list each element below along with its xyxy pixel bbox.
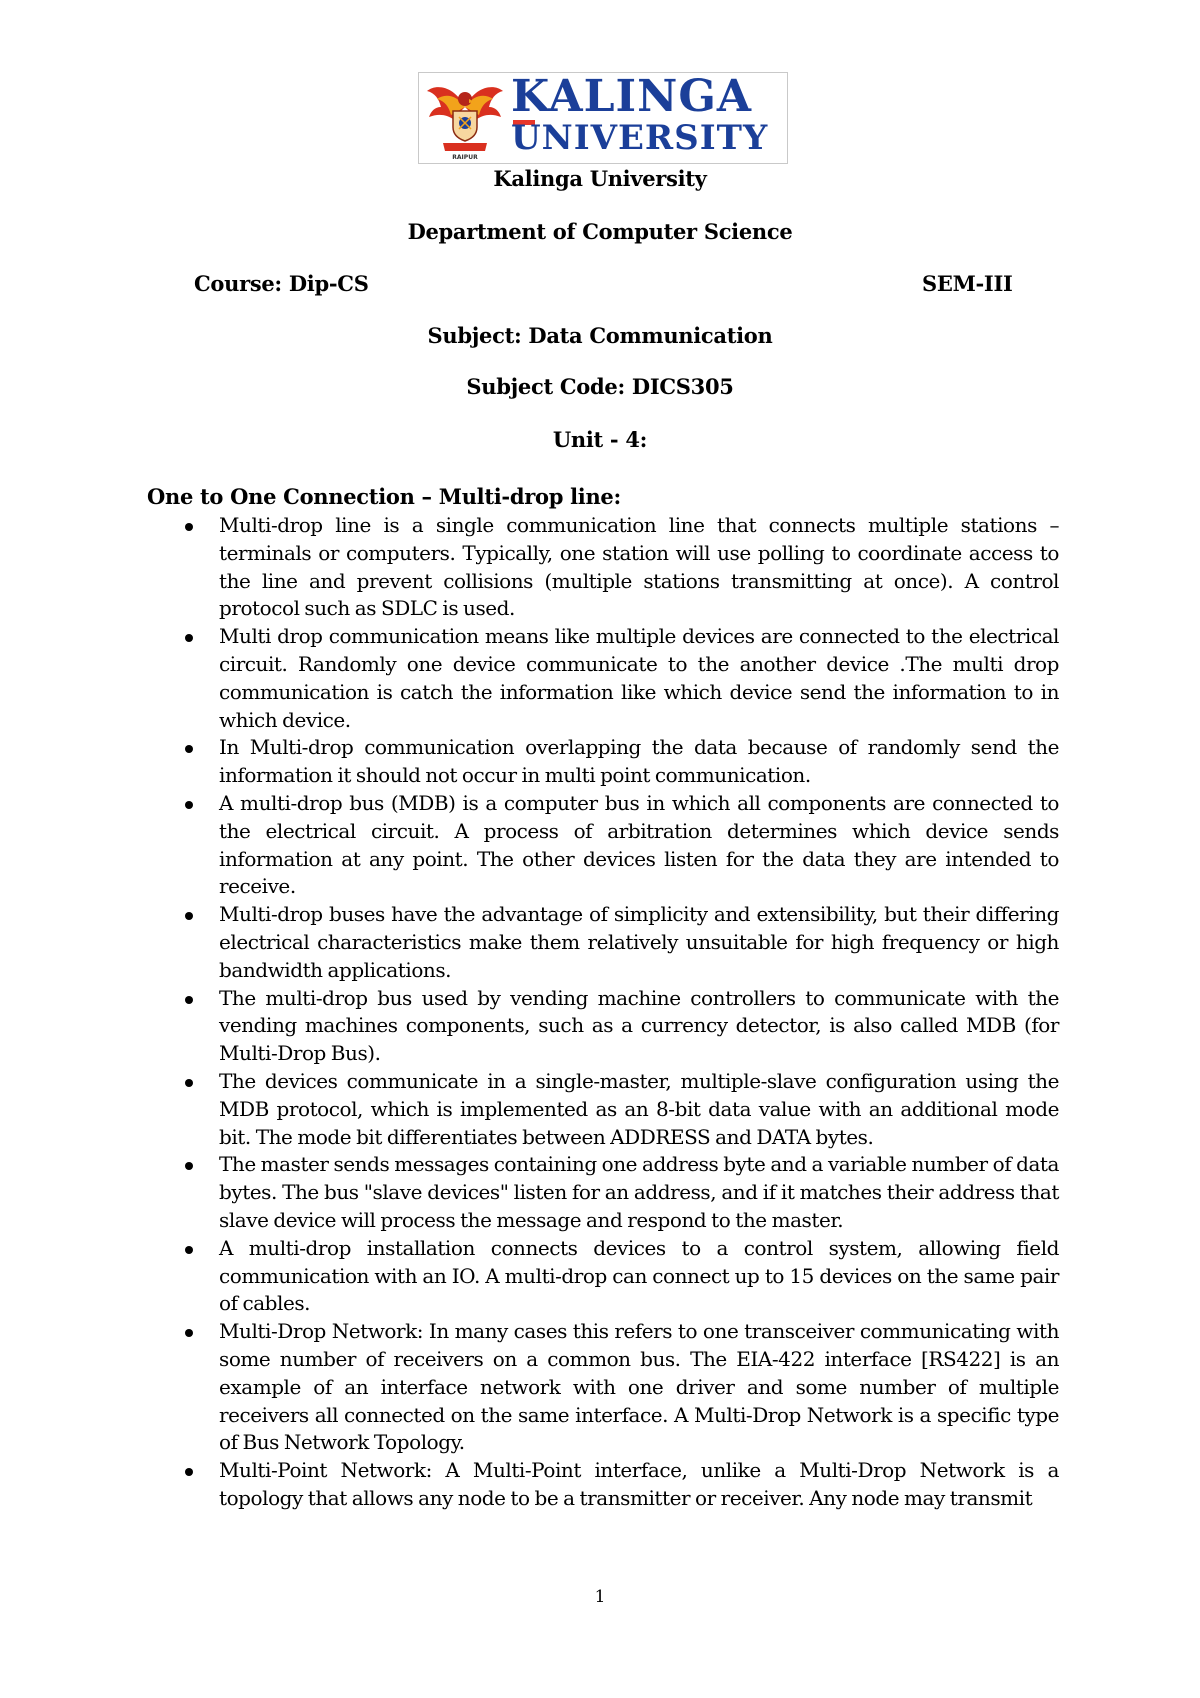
university-logo — [418, 72, 788, 164]
bullet-text: Multi-Point Network: A Multi-Point interface, unlike a Multi-Drop Network is a topology that allows any node to be a transmitter or receiver. Any node may transmit — [219, 1458, 1059, 1510]
list-item — [147, 1457, 1059, 1513]
list-item — [147, 623, 1059, 734]
bullet-icon — [185, 745, 193, 753]
bullet-text: The master sends messages containing one address byte and a variable number of data bytes. The bus "slave devices" listen for an address, and if it matches their address that slave device will process the message and respond to the master. — [219, 1152, 1059, 1232]
bullet-text: Multi-drop buses have the advantage of simplicity and extensibility, but their differing electrical characteristics make them relatively unsuitable for high frequency or high bandwidth applications. — [219, 902, 1059, 982]
list-item — [147, 1235, 1059, 1318]
section-heading: One to One Connection – Multi-drop line: — [147, 484, 621, 509]
bullet-text: The multi-drop bus used by vending machine controllers to communicate with the vending machines components, such as a currency detector, is also called MDB (for Multi-Drop Bus). — [219, 985, 1059, 1066]
bullet-icon — [185, 523, 193, 531]
logo-line-university: UNIVERSITY — [511, 118, 769, 158]
bullet-text: The devices communicate in a single-master, multiple-slave configuration using the MDB protocol, which is implemented as an 8-bit data value with an additional mode bit. The mode bit differentiates between ADDRESS and DATA bytes. — [219, 1068, 1059, 1149]
page-number: 1 — [594, 1587, 606, 1607]
bullet-icon — [185, 801, 193, 809]
bullet-icon — [185, 634, 193, 642]
logo-wordmark — [511, 71, 769, 158]
bullet-icon — [185, 1329, 193, 1337]
list-item — [147, 985, 1059, 1068]
bullet-text: In Multi-drop communication overlapping the data because of randomly send the information it should not occur in multi point communication. — [219, 735, 1059, 788]
bullet-icon — [185, 1468, 193, 1476]
list-item — [147, 734, 1059, 790]
bullet-text: Multi drop communication means like multiple devices are connected to the electrical circuit. Randomly one device communicate to the another device .The multi drop communication is catch the information like which device send the information to in which device. — [219, 624, 1059, 732]
bullet-icon — [185, 996, 193, 1004]
eagle-emblem-icon — [425, 77, 505, 161]
unit-label: Unit - 4: — [552, 427, 648, 452]
bullet-icon — [185, 1162, 193, 1170]
bullet-icon — [185, 1246, 193, 1254]
list-item — [147, 790, 1059, 901]
list-item — [147, 1318, 1059, 1457]
logo-line-kalinga: KALINGA — [511, 71, 753, 122]
emblem-text: RAIPUR — [452, 154, 478, 161]
university-name: Kalinga University — [493, 166, 707, 191]
list-item — [147, 901, 1059, 984]
bullet-text: A multi-drop bus (MDB) is a computer bus in which all components are connected to the electrical circuit. A process of arbitration determines which device sends information at any point. The other devices listen for the data they are intended to receive. — [219, 790, 1059, 899]
list-item — [147, 512, 1059, 623]
bullet-text: Multi-drop line is a single communication line that connects multiple stations – terminals or computers. Typically, one station will use polling to coordinate access to the line and prevent collisions (multiple stations transmitting at once). A control protocol such as SDLC is used. — [219, 513, 1059, 621]
list-item — [147, 1151, 1059, 1234]
course-label: Course: Dip-CS — [194, 271, 369, 296]
list-item — [147, 1068, 1059, 1151]
bullet-icon — [185, 912, 193, 920]
bullet-list — [147, 512, 1059, 1513]
subject-title: Subject: Data Communication — [427, 323, 773, 348]
subject-code: Subject Code: DICS305 — [466, 374, 734, 399]
bullet-icon — [185, 1079, 193, 1087]
department-name: Department of Computer Science — [407, 219, 793, 244]
semester-label: SEM-III — [922, 271, 1013, 296]
bullet-text: A multi-drop installation connects devices to a control system, allowing field communication with an IO. A multi-drop can connect up to 15 devices on the same pair of cables. — [219, 1235, 1059, 1316]
bullet-text: Multi-Drop Network: In many cases this refers to one transceiver communicating with some number of receivers on a common bus. The EIA-422 interface [RS422] is an example of an interface network with one driver and some number of multiple receivers all connected on the same interface. A Multi-Drop Network is a specific type of Bus Network Topology. — [219, 1319, 1059, 1455]
